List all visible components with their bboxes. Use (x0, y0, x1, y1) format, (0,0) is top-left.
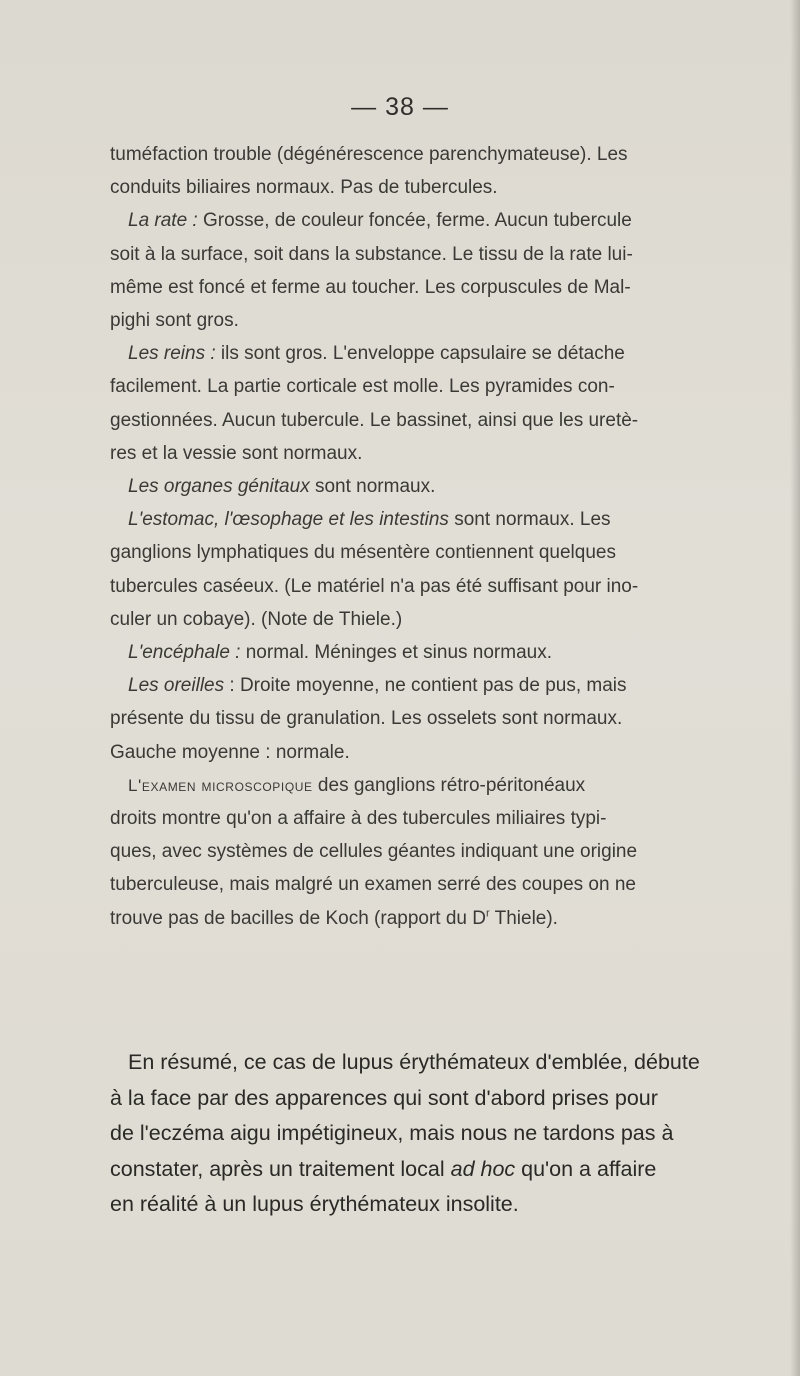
body-line: Gauche moyenne : normale. (110, 741, 350, 763)
body-line: Les oreilles : Droite moyenne, ne contient pas de pus, mais (128, 675, 627, 697)
body-line: conduits biliaires normaux. Pas de tubercules. (110, 177, 498, 199)
summary-line: de l'eczéma aigu impétigineux, mais nous ne tardons pas à (110, 1121, 674, 1145)
italic-text: L'encéphale : (128, 642, 241, 664)
small-caps-text: L'examen microscopique (128, 775, 313, 795)
italic-text: ad hoc (450, 1156, 516, 1181)
body-line: tuberculeuse, mais malgré un examen serré des coupes on ne (110, 874, 636, 896)
italic-text: Les oreilles (128, 675, 225, 697)
summary-paragraph (110, 1045, 728, 1223)
italic-text: Les organes génitaux (128, 476, 310, 498)
superscript-text: r (486, 907, 490, 920)
body-line: L'estomac, l'œsophage et les intestins sont normaux. Les (128, 509, 611, 531)
body-line: soit à la surface, soit dans la substance. Le tissu de la rate lui- (110, 243, 633, 265)
body-line: droits montre qu'on a affaire à des tubercules miliaires typi- (110, 808, 607, 830)
page-edge-shadow (790, 0, 800, 1376)
body-line: pighi sont gros. (110, 310, 239, 332)
summary-line: en réalité à un lupus érythémateux insolite. (110, 1192, 519, 1216)
body-line: gestionnées. Aucun tubercule. Le bassinet, ainsi que les uretè- (110, 409, 639, 431)
body-line: tubercules caséeux. (Le matériel n'a pas été suffisant pour ino- (110, 575, 639, 597)
summary-line: constater, après un traitement local ad hoc qu'on a affaire (110, 1156, 657, 1181)
body-line: res et la vessie sont normaux. (110, 442, 363, 464)
body-line: présente du tissu de granulation. Les osselets sont normaux. (110, 708, 623, 730)
body-line: culer un cobaye). (Note de Thiele.) (110, 608, 403, 630)
summary-line: En résumé, ce cas de lupus érythémateux d'emblée, débute (128, 1050, 700, 1074)
body-line: L'encéphale : normal. Méninges et sinus normaux. (128, 642, 552, 664)
body-line: Les organes génitaux sont normaux. (128, 476, 436, 498)
body-line: Les reins : ils sont gros. L'enveloppe capsulaire se détache (128, 343, 625, 365)
italic-text: La rate : (128, 210, 198, 232)
body-line: facilement. La partie corticale est molle. Les pyramides con- (110, 376, 615, 398)
body-line: L'examen microscopique des ganglions rétro-péritonéaux (128, 774, 586, 796)
italic-text: L'estomac, l'œsophage et les intestins (128, 509, 449, 531)
summary-line: à la face par des apparences qui sont d'abord prises pour (110, 1085, 658, 1110)
body-line: même est foncé et ferme au toucher. Les corpuscules de Mal- (110, 276, 631, 298)
italic-text: Les reins : (128, 343, 216, 365)
body-line: tuméfaction trouble (dégénérescence parenchymateuse). Les (110, 144, 628, 165)
body-line: La rate : Grosse, de couleur foncée, ferme. Aucun tubercule (128, 210, 632, 232)
body-line: trouve pas de bacilles de Koch (rapport du $D^r$ Thiele). (110, 907, 558, 929)
body-line: ganglions lymphatiques du mésentère contiennent quelques (110, 542, 616, 564)
body-line: ques, avec systèmes de cellules géantes indiquant une origine (110, 841, 638, 863)
body-text (110, 138, 712, 935)
page-number: — 38 — (351, 93, 449, 121)
